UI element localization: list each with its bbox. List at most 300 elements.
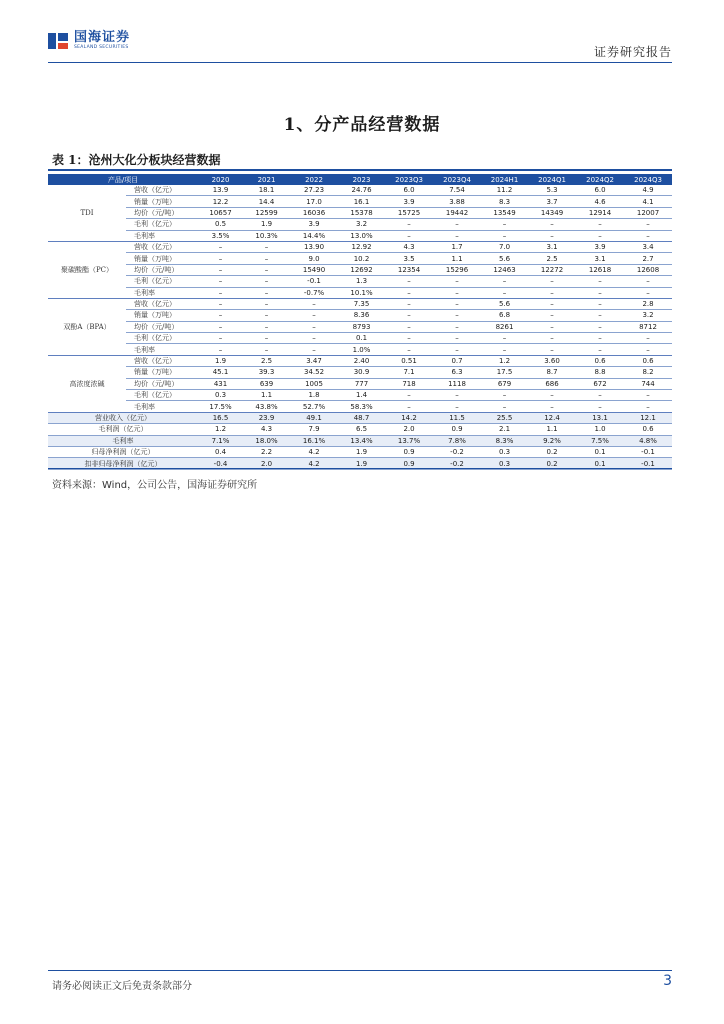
table-cell: – [198, 321, 243, 332]
table-cell: 1.7 [433, 241, 481, 252]
table-header-cell: 2024H1 [481, 174, 528, 185]
table-cell: – [481, 276, 528, 287]
table-cell: 0.5 [198, 219, 243, 230]
table-cell: 4.2 [290, 446, 338, 457]
table-cell: 1.0% [338, 344, 385, 355]
table-cell: 1.1 [433, 253, 481, 264]
table-cell: – [198, 276, 243, 287]
table-cell: – [385, 390, 433, 401]
total-row [48, 435, 672, 446]
table-cell: 15490 [290, 264, 338, 275]
table-row [48, 333, 672, 344]
logo-chinese-name: 国海证券 [74, 30, 131, 46]
table-row [48, 321, 672, 332]
table-cell: 744 [624, 378, 672, 389]
table-cell: – [433, 310, 481, 321]
table-cell: 11.5 [433, 412, 481, 423]
table-cell: 8793 [338, 321, 385, 332]
table-cell: – [624, 219, 672, 230]
table-cell: 6.5 [338, 424, 385, 435]
table-cell: 2.7 [624, 253, 672, 264]
table-bottom-rule [48, 468, 672, 469]
table-cell: – [290, 344, 338, 355]
table-cell: – [433, 401, 481, 412]
table-row [48, 287, 672, 298]
table-cell: 5.3 [528, 185, 576, 196]
table-cell: – [290, 298, 338, 309]
table-cell: 0.51 [385, 355, 433, 366]
table-cell: -0.7% [290, 287, 338, 298]
table-cell: 12608 [624, 264, 672, 275]
table-cell: 3.9 [385, 196, 433, 207]
table-cell: 0.1 [576, 446, 624, 457]
product-group-label: 聚碳酸酯（PC） [48, 241, 126, 298]
table-cell: – [433, 287, 481, 298]
logo-english-name: SEALAND SECURITIES [74, 45, 129, 51]
metric-label: 均价（元/吨） [126, 321, 198, 332]
table-cell: 10.2 [338, 253, 385, 264]
table-cell: – [481, 401, 528, 412]
table-cell: 3.5% [198, 230, 243, 241]
table-cell: 13.9 [198, 185, 243, 196]
table-cell: 49.1 [290, 412, 338, 423]
table-cell: – [433, 344, 481, 355]
table-cell: – [481, 230, 528, 241]
table-cell: 4.8% [624, 435, 672, 446]
table-cell: 6.8 [481, 310, 528, 321]
table-cell: 0.6 [624, 355, 672, 366]
table-cell: – [433, 276, 481, 287]
table-cell: 1.9 [338, 446, 385, 457]
table-cell: 1.4 [338, 390, 385, 401]
product-group-label: 双酚A（BPA） [48, 298, 126, 355]
table-cell: – [481, 344, 528, 355]
table-cell: 16036 [290, 207, 338, 218]
table-cell: – [481, 219, 528, 230]
table-cell: 1.1 [243, 390, 290, 401]
table-cell: 14.2 [385, 412, 433, 423]
table-title-divider [48, 169, 672, 171]
metric-label: 营收（亿元） [126, 241, 198, 252]
table-cell: – [243, 333, 290, 344]
metric-label: 毛利（亿元） [126, 333, 198, 344]
table-cell: 777 [338, 378, 385, 389]
table-row [48, 196, 672, 207]
table-cell: 30.9 [338, 367, 385, 378]
table-header-cell: 2023Q4 [433, 174, 481, 185]
table-cell: 8261 [481, 321, 528, 332]
table-cell: – [385, 333, 433, 344]
table-cell: – [576, 344, 624, 355]
metric-label: 销量（万吨） [126, 196, 198, 207]
table-cell: 2.0 [243, 458, 290, 469]
table-cell: 12618 [576, 264, 624, 275]
table-cell: – [576, 333, 624, 344]
table-cell: 13549 [481, 207, 528, 218]
table-cell: – [481, 390, 528, 401]
table-cell: 16.1 [338, 196, 385, 207]
metric-label: 毛利（亿元） [126, 219, 198, 230]
table-cell: 3.4 [624, 241, 672, 252]
table-cell: 8.3 [481, 196, 528, 207]
table-cell: – [433, 321, 481, 332]
table-cell: – [433, 298, 481, 309]
metric-label: 毛利（亿元） [126, 276, 198, 287]
table-cell: 3.2 [338, 219, 385, 230]
table-cell: – [528, 344, 576, 355]
table-header-row [48, 174, 672, 185]
table-cell: 8.3% [481, 435, 528, 446]
table-cell: – [385, 219, 433, 230]
table-cell: 1.8 [290, 390, 338, 401]
table-row [48, 241, 672, 252]
metric-label: 销量（万吨） [126, 310, 198, 321]
table-cell: 0.9 [385, 446, 433, 457]
table-cell: 3.47 [290, 355, 338, 366]
table-cell: 0.3 [198, 390, 243, 401]
footer-divider [48, 970, 672, 971]
table-row [48, 344, 672, 355]
footer-disclaimer: 请务必阅读正文后免责条款部分 [52, 981, 192, 992]
table-cell: 0.6 [624, 424, 672, 435]
table-row [48, 207, 672, 218]
table-cell: 0.6 [576, 355, 624, 366]
table-cell: 13.0% [338, 230, 385, 241]
table-cell: 679 [481, 378, 528, 389]
table-cell: 25.5 [481, 412, 528, 423]
table-cell: 4.6 [576, 196, 624, 207]
table-cell: 12.2 [198, 196, 243, 207]
report-type-label: 证券研究报告 [593, 45, 672, 59]
table-cell: – [624, 401, 672, 412]
table-row [48, 367, 672, 378]
metric-label: 销量（万吨） [126, 367, 198, 378]
product-group-label: TDI [48, 185, 126, 241]
table-cell: – [385, 321, 433, 332]
table-cell: – [290, 333, 338, 344]
table-cell: – [198, 264, 243, 275]
metric-label: 毛利率 [126, 230, 198, 241]
table-cell: 10657 [198, 207, 243, 218]
table-cell: 15378 [338, 207, 385, 218]
table-row [48, 264, 672, 275]
table-cell: 3.7 [528, 196, 576, 207]
total-metric-label: 扣非归母净利润（亿元） [48, 458, 198, 469]
table-cell: 12914 [576, 207, 624, 218]
table-cell: -0.4 [198, 458, 243, 469]
table-header-cell: 2024Q1 [528, 174, 576, 185]
table-row [48, 230, 672, 241]
table-cell: – [433, 390, 481, 401]
table-cell: 2.0 [385, 424, 433, 435]
table-cell: – [290, 321, 338, 332]
table-cell: 14349 [528, 207, 576, 218]
table-cell: – [243, 241, 290, 252]
table-row [48, 378, 672, 389]
table-cell: 0.4 [198, 446, 243, 457]
table-cell: – [576, 219, 624, 230]
table-cell: – [481, 287, 528, 298]
total-metric-label: 归母净利润（亿元） [48, 446, 198, 457]
table-cell: 1.9 [243, 219, 290, 230]
table-cell: 0.2 [528, 458, 576, 469]
data-source-note: 资料来源：Wind，公司公告，国海证券研究所 [52, 480, 258, 491]
table-cell: 13.90 [290, 241, 338, 252]
table-cell: 14.4% [290, 230, 338, 241]
table-cell: 3.2 [624, 310, 672, 321]
total-row [48, 412, 672, 423]
total-metric-label: 毛利润（亿元） [48, 424, 198, 435]
table-cell: – [243, 321, 290, 332]
table-cell: 7.1 [385, 367, 433, 378]
table-cell: 1005 [290, 378, 338, 389]
table-cell: 34.52 [290, 367, 338, 378]
table-cell: -0.1 [624, 446, 672, 457]
table-cell: 639 [243, 378, 290, 389]
table-cell: 12463 [481, 264, 528, 275]
table-cell: – [528, 219, 576, 230]
table-cell: – [433, 333, 481, 344]
table-cell: – [385, 310, 433, 321]
table-cell: – [433, 219, 481, 230]
table-cell: – [576, 287, 624, 298]
table-cell: 12692 [338, 264, 385, 275]
metric-label: 毛利率 [126, 401, 198, 412]
total-row [48, 446, 672, 457]
table-cell: – [528, 401, 576, 412]
table-header-cell: 2023Q3 [385, 174, 433, 185]
table-cell: 15725 [385, 207, 433, 218]
table-cell: 0.7 [433, 355, 481, 366]
table-cell: – [198, 310, 243, 321]
table-title: 表 1：沧州大化分板块经营数据 [52, 153, 221, 167]
table-cell: 686 [528, 378, 576, 389]
table-cell: 58.3% [338, 401, 385, 412]
page-number: 3 [663, 973, 672, 989]
table-cell: – [624, 333, 672, 344]
table-cell: – [624, 230, 672, 241]
metric-label: 毛利率 [126, 287, 198, 298]
table-cell: – [198, 253, 243, 264]
table-cell: 12599 [243, 207, 290, 218]
table-cell: 43.8% [243, 401, 290, 412]
total-metric-label: 毛利率 [48, 435, 198, 446]
table-cell: 8712 [624, 321, 672, 332]
metric-label: 营收（亿元） [126, 355, 198, 366]
table-cell: – [243, 276, 290, 287]
table-cell: – [528, 333, 576, 344]
table-cell: 3.9 [290, 219, 338, 230]
table-cell: – [528, 276, 576, 287]
table-cell: 16.5 [198, 412, 243, 423]
operating-data-table [48, 174, 672, 470]
table-cell: – [385, 230, 433, 241]
table-cell: 17.0 [290, 196, 338, 207]
table-cell: 1.1 [528, 424, 576, 435]
table-cell: 2.5 [528, 253, 576, 264]
table-cell: 12354 [385, 264, 433, 275]
table-cell: 13.7% [385, 435, 433, 446]
table-cell: 7.5% [576, 435, 624, 446]
table-cell: 3.9 [576, 241, 624, 252]
table-cell: 18.1 [243, 185, 290, 196]
table-cell: 23.9 [243, 412, 290, 423]
table-cell: – [624, 276, 672, 287]
table-cell: 0.3 [481, 458, 528, 469]
table-cell: -0.2 [433, 458, 481, 469]
table-cell: 6.3 [433, 367, 481, 378]
table-cell: 2.40 [338, 355, 385, 366]
table-cell: – [290, 310, 338, 321]
metric-label: 营收（亿元） [126, 298, 198, 309]
table-header-cell: 2020 [198, 174, 243, 185]
table-cell: 1.9 [198, 355, 243, 366]
header-divider [48, 62, 672, 63]
table-cell: 7.1% [198, 435, 243, 446]
brand-mark-icon [48, 31, 68, 51]
table-cell: – [243, 253, 290, 264]
table-cell: – [385, 298, 433, 309]
table-cell: 10.1% [338, 287, 385, 298]
table-cell: 0.1 [576, 458, 624, 469]
table-cell: 11.2 [481, 185, 528, 196]
table-cell: 12.1 [624, 412, 672, 423]
table-cell: 13.4% [338, 435, 385, 446]
table-cell: – [433, 230, 481, 241]
table-cell: 8.2 [624, 367, 672, 378]
table-cell: – [576, 298, 624, 309]
table-cell: 18.0% [243, 435, 290, 446]
table-cell: 3.5 [385, 253, 433, 264]
table-cell: – [243, 344, 290, 355]
table-cell: -0.1 [290, 276, 338, 287]
table-cell: – [528, 230, 576, 241]
table-cell: 4.1 [624, 196, 672, 207]
table-cell: 2.2 [243, 446, 290, 457]
table-row [48, 401, 672, 412]
table-cell: 1.3 [338, 276, 385, 287]
table-cell: – [528, 321, 576, 332]
table-cell: – [385, 401, 433, 412]
table-cell: – [198, 241, 243, 252]
table-cell: – [528, 287, 576, 298]
table-cell: 4.2 [290, 458, 338, 469]
total-metric-label: 营业收入（亿元） [48, 412, 198, 423]
table-cell: 12.4 [528, 412, 576, 423]
table-cell: 0.9 [433, 424, 481, 435]
table-row [48, 185, 672, 196]
table-cell: – [528, 310, 576, 321]
table-cell: – [385, 287, 433, 298]
metric-label: 毛利（亿元） [126, 390, 198, 401]
table-cell: 3.88 [433, 196, 481, 207]
brand-logo [48, 31, 130, 51]
table-cell: 15296 [433, 264, 481, 275]
table-cell: 0.2 [528, 446, 576, 457]
table-cell: 6.0 [385, 185, 433, 196]
table-cell: 1.2 [481, 355, 528, 366]
table-cell: – [624, 390, 672, 401]
table-cell: 39.3 [243, 367, 290, 378]
table-cell: – [576, 276, 624, 287]
table-cell: -0.2 [433, 446, 481, 457]
table-row [48, 310, 672, 321]
table-cell: 7.54 [433, 185, 481, 196]
table-row [48, 253, 672, 264]
table-cell: 2.5 [243, 355, 290, 366]
metric-label: 均价（元/吨） [126, 378, 198, 389]
metric-label: 销量（万吨） [126, 253, 198, 264]
table-cell: 431 [198, 378, 243, 389]
table-cell: – [198, 344, 243, 355]
table-cell: 19442 [433, 207, 481, 218]
table-cell: 12.92 [338, 241, 385, 252]
table-cell: 48.7 [338, 412, 385, 423]
table-cell: 10.3% [243, 230, 290, 241]
table-cell: – [576, 230, 624, 241]
table-header-cell: 2024Q3 [624, 174, 672, 185]
table-cell: 3.60 [528, 355, 576, 366]
table-cell: 16.1% [290, 435, 338, 446]
table-cell: 12272 [528, 264, 576, 275]
table-header-cell: 2022 [290, 174, 338, 185]
table-cell: 8.8 [576, 367, 624, 378]
table-cell: 13.1 [576, 412, 624, 423]
table-cell: 8.7 [528, 367, 576, 378]
table-cell: – [198, 298, 243, 309]
table-header-cell: 2021 [243, 174, 290, 185]
table-cell: 7.35 [338, 298, 385, 309]
table-cell: 17.5% [198, 401, 243, 412]
metric-label: 均价（元/吨） [126, 207, 198, 218]
table-cell: – [243, 287, 290, 298]
table-cell: – [481, 333, 528, 344]
table-cell: 3.1 [576, 253, 624, 264]
table-cell: 1.9 [338, 458, 385, 469]
table-cell: – [243, 264, 290, 275]
table-cell: 2.1 [481, 424, 528, 435]
table-cell: – [576, 310, 624, 321]
table-cell: 12007 [624, 207, 672, 218]
table-cell: – [385, 276, 433, 287]
table-header-cell: 2024Q2 [576, 174, 624, 185]
table-cell: 4.3 [243, 424, 290, 435]
table-cell: – [385, 344, 433, 355]
table-cell: 1.2 [198, 424, 243, 435]
metric-label: 毛利率 [126, 344, 198, 355]
table-cell: 14.4 [243, 196, 290, 207]
table-cell: – [198, 333, 243, 344]
table-cell: 0.1 [338, 333, 385, 344]
table-cell: 4.9 [624, 185, 672, 196]
metric-label: 均价（元/吨） [126, 264, 198, 275]
table-cell: 5.6 [481, 298, 528, 309]
table-cell: 718 [385, 378, 433, 389]
table-cell: 3.1 [528, 241, 576, 252]
total-row [48, 424, 672, 435]
table-cell: – [576, 401, 624, 412]
table-row [48, 390, 672, 401]
table-cell: 2.8 [624, 298, 672, 309]
table-cell: – [576, 390, 624, 401]
table-cell: 1.0 [576, 424, 624, 435]
table-cell: 8.36 [338, 310, 385, 321]
product-group-label: 高浓度浓碱 [48, 355, 126, 412]
table-cell: – [624, 287, 672, 298]
table-cell: – [624, 344, 672, 355]
table-cell: – [243, 298, 290, 309]
table-cell: 17.5 [481, 367, 528, 378]
